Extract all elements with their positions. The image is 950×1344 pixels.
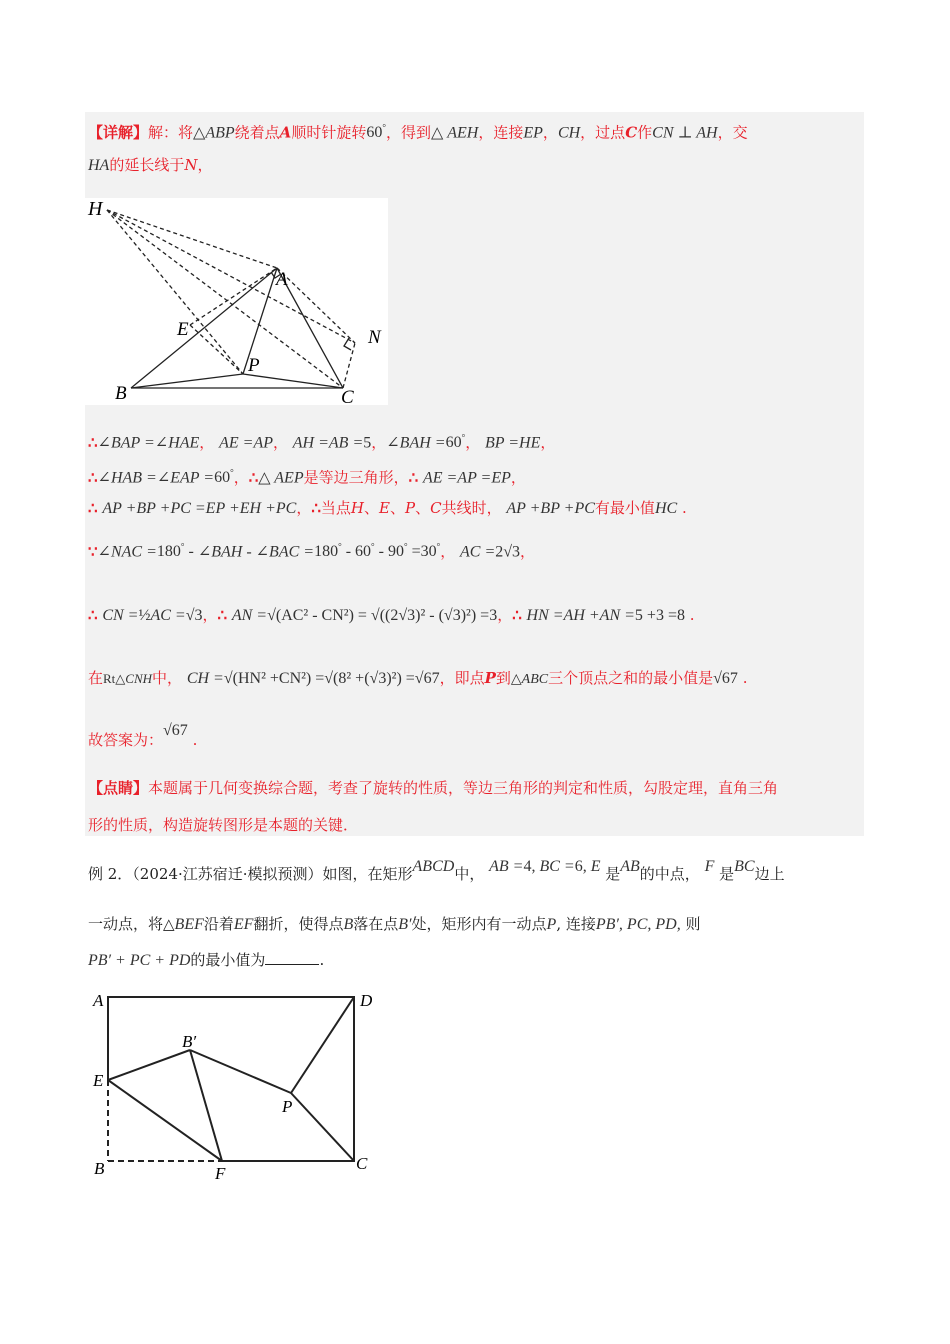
solution-line-9: 故答案为：√67 . — [88, 722, 198, 749]
label-H: H — [88, 198, 103, 220]
solution-line-5: ∴ AP +BP +PC =EP +EH +PC，∴当点H、E、P、C共线时， AP +BP +PC有最小值HC . — [88, 499, 687, 517]
solution-line-10: 【点睛】本题属于几何变换综合题，考查了旋转的性质，等边三角形的判定和性质，勾股定理，直角三角 — [88, 779, 779, 797]
solution-line-7: ∴ CN =½AC =√3，∴ AN =√(AC² - CN²) = √((2√3)² - (√3)²) =3，∴ HN =AH +AN =5 +3 =8 . — [88, 606, 695, 624]
label-C: C — [341, 387, 354, 405]
label-B: B — [94, 1159, 105, 1178]
label-B-prime: B′ — [182, 1032, 197, 1051]
label-P: P — [248, 355, 260, 376]
label-C: C — [356, 1154, 368, 1173]
solution-line-4: ∴∠HAB =∠EAP =60°，∴△ AEP是等边三角形，∴ AE =AP =EP， — [88, 468, 526, 487]
label-E: E — [177, 319, 189, 340]
example-line-1: 例 2．（2024·江苏宿迁·模拟预测）如图，在矩形ABCD中， AB =4, BC =6, E 是AB的中点， F 是BC边上 — [88, 858, 785, 883]
solution-line-6: ∵∠NAC =180° - ∠BAH - ∠BAC =180° - 60° - 90° =30°， AC =2√3， — [88, 542, 536, 561]
example-line-2: 一动点，将△BEF沿着EF翻折，使得点B落在点B′处，矩形内有一动点P, 连接PB′, PC, PD, 则 — [88, 915, 701, 933]
label-A: A — [93, 991, 104, 1010]
label-E: E — [93, 1071, 104, 1090]
label-D: D — [360, 991, 373, 1010]
label-A: A — [276, 269, 288, 290]
rectangle-fold-figure — [88, 984, 388, 1184]
solution-line-11: 形的性质，构造旋转图形是本题的关键． — [88, 816, 359, 834]
solution-line-8: 在Rt△CNH中， CH =√(HN² +CN²) =√(8² +(√3)²) =√67，即点P到△ABC三个顶点之和的最小值是√67 . — [88, 669, 748, 687]
label-P: P — [282, 1097, 293, 1116]
label-B: B — [115, 383, 127, 404]
label-F: F — [215, 1164, 226, 1183]
rotation-figure — [85, 198, 388, 405]
label-N: N — [368, 327, 381, 348]
example-line-3: PB′ + PC + PD的最小值为 . — [88, 951, 325, 969]
solution-line-2: HA的延长线于N， — [88, 156, 213, 174]
solution-line-1: 【详解】解：将△ABP绕着点A顺时针旋转60°，得到△ AEH，连接EP，CH，过点C作CN ⊥ AH，交 — [88, 123, 748, 142]
solution-line-3: ∴∠BAP =∠HAE， AE =AP， AH =AB =5，∠BAH =60°， BP =HE， — [88, 433, 556, 452]
